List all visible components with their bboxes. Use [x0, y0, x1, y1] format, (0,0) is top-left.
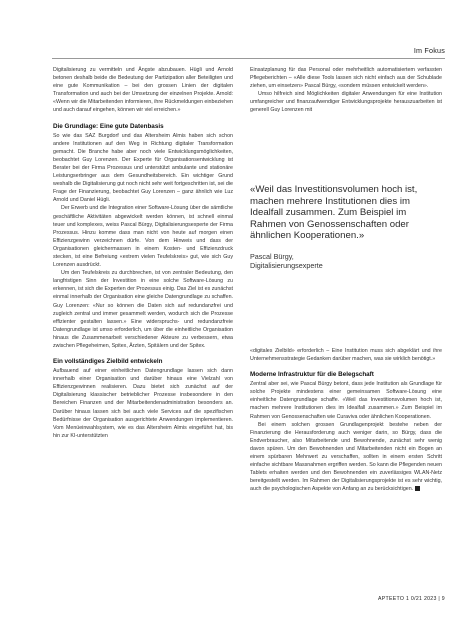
paragraph: So wie das SAZ Burgdorf und das Altersheim Almis haben sich schon andere Institutionen auf den Weg in Richtung digitaler Transformation gemacht. Die Branche habe aber noch viele Entwicklungsmöglichkeiten, beobachtet Guy Lorenzen. Der Experte für Organisationsentwicklung ist Berater bei der Firma Prozessus und unterstützt ambulante und stationäre Leistungserbringer aus dem Gesundheitsbereich. Ein wichtiger Grund weshalb die Digitalisierung gut noch nicht sehr weit fortgeschritten ist, sei die Frage der Finanzierung, beobachtet Guy Lorenzen – ganz ähnlich wie Luz Arnold und Daniel Hügli.	[53, 132, 233, 204]
paragraph: Um den Teufelskreis zu durchbrechen, ist von zentraler Bedeutung, den langfristigen Sinn der Investition in eine solche Software-Lösung zu erkennen, ist sich die Experten der Prozessus einig. Das Ziel ist es zunächst einmal innerhalb der Organisation eine gleiche Datengrundlage zu schaffen. Guy Lorenzen: «Nur so können die Daten sich auf redundanzfrei und zugleich zentral und immer gesammelt werden, wodurch sich die Prozesse effizienter gestalten lassen.» Eine widerspruchs- und redundanzfreie Datengrundlage ist umso erforderlich, um über die einheitliche Organisation hinaus die Zusammenarbeit verschiedener Akteure zu verbessern, etwa zwischen Pflegeheimen, Spitex, Ärzten, Spitälern und der Spitex.	[53, 270, 233, 349]
quote-author-role: Digitalisierungsexperte	[250, 260, 323, 270]
right-column-bottom	[250, 347, 442, 494]
header-rule	[52, 58, 445, 59]
right-column-top	[250, 66, 442, 115]
heading-datenbasis: Die Grundlage: Eine gute Datenbasis	[53, 122, 164, 130]
paragraph: Umso hilfreich sind Möglichkeiten digitaler Anwendungen für eine Institution umfangreicher und finanzaufwendiger Entwicklungsprojekte herauszuarbeiten ist generell Guy Lorenzen mit	[250, 91, 442, 114]
paragraph: Zentral aber sei, wie Pascal Bürgy betont, dass jede Institution als Grundlage für solche Projekte mindestens einer gemeinsamen Software-Lösung eine einheitliche Datengrundlage schaffe. «Weil das Investitionsvolumen hoch ist, machen mehrere Institutionen dies im Idealfall zusammen.» Zum Beispiel im Rahmen von Genossenschaften wie Curaviva oder ähnlichen Kooperationen.	[250, 381, 442, 420]
end-mark-icon	[415, 486, 420, 491]
paragraph-final	[250, 421, 442, 494]
paragraph: Aufbauend auf einer einheitlichen Datengrundlage lassen sich dann innerhalb einer Organisation und darüber hinaus eine Vielzahl von Effizienzgewinnen realisieren. Dazu bietet sich zunächst auf der Digitalisierung klassischer betrieblicher Prozesse insbesondere in den Bereichen Finanzen und der Mitarbeitendenadministration besonders an. Darüber hinaus lassen sich bei auch viele Services auf die spezifischen Bedürfnisse der Organisation ausgerichtete Anwendungen implementieren. Vom Menüeinwahlsystem, wie es das Altersheim Almis eingeführt hat, bis hin zur KI-unterstützten	[53, 368, 233, 439]
left-column	[53, 66, 233, 440]
right-intro-paragraph: Einsatzplanung für das Personal oder mehrheitlich automatisiertem verfassten Pflegeberichten – «Alle diese Tools lassen sich nicht einfach aus der Schublade ziehen, um einsetzen» Pascal Bürgy, «sondern müssen entwickelt werden».	[250, 67, 442, 90]
paragraph: «digitales Zielbild» erforderlich – Eine Institution muss sich abgeklärt und ihre Unternehmensstrategie Gedanken darüber machen, was sie wirklich benötigt.»	[250, 348, 442, 363]
heading-infrastruktur: Moderne Infrastruktur für die Belegschaft	[250, 371, 374, 379]
page-footer: APTEETO 1 0/21 2023 | 9	[378, 596, 445, 602]
section-label: Im Fokus	[413, 46, 445, 55]
pull-quote-text: «Weil das Investitionsvolumen hoch ist, machen mehrere Institutionen dies im Idealfall zusammen. Zum Beispiel im Rahmen von Genossenschaften oder ähnlichen Kooperationen.»	[250, 184, 418, 242]
paragraph: Der Erwerb und die Integration einer Software-Lösung über die sämtliche geschäftliche Aktivitäten abgewickelt werden können, ist schnell einmal teuer und komplexes, weiss Pascal Bürgy, Digitalisierungsexperte der Firma Prozessus. Hinzu komme dass man nicht von heute auf morgen einen Effizienzgewinn verzeichnen dürfe. Von dem Hinweis und dass der Organisationen gleichermassen in einem Kosten- und Effizienzdruck stecken, ist eine Befreiung «extrem vielen Teufelskreis» gut, wie sich Guy Lorenzen ausdrückt.	[53, 205, 233, 269]
final-paragraph-text: Bei einem solchen grossen Grundlagenprojekt bestehe neben der Finanzierung die Herausforderung auch weniger darin, so Bürgy, dass die Endverbraucher, also Mitarbeitende und Bewohnende, zunächst sehr wenig davon spüren. Um den Bewohnenden und Mitarbeitenden nicht ein Bogen an einem spürbaren Mehrwert zu verschaffen, sollten in einem ersten Schritt einfache sichtbare Massnahmen ergriffen werden. So kann die Pflegenden neuen Tablets erhalten werden und den Bewohnenden ein zuverlässiges WLAN-Netz bereitgestellt werden. Im Rahmen der Digitalisierungsprojekte ist es sehr wichtig, auch die psychologischen Aspekte von Anfang an zu berücksichtigen.	[250, 421, 442, 493]
left-intro-paragraph: Digitalisierung zu vermitteln und Ängste abzubauen. Hügli und Arnold betonen deshalb beide die Bedeutung der Partizipation aller Beteiligten und eine gute Kommunikation – bei den grossen Linien der digitalen Transformation und auch bei der Umsetzung der einzelnen Projekte. Arnold: «Wenn wir die Mitarbeitenden informieren, ihre Rückmeldungen einbeziehen und auch darauf eingehen, können wir viel erreichen.»	[53, 67, 233, 114]
quote-author-name: Pascal Bürgy,	[250, 251, 294, 261]
heading-zielbild: Ein vollständiges Zielbild entwickeln	[53, 358, 163, 366]
pull-quote	[250, 184, 442, 270]
